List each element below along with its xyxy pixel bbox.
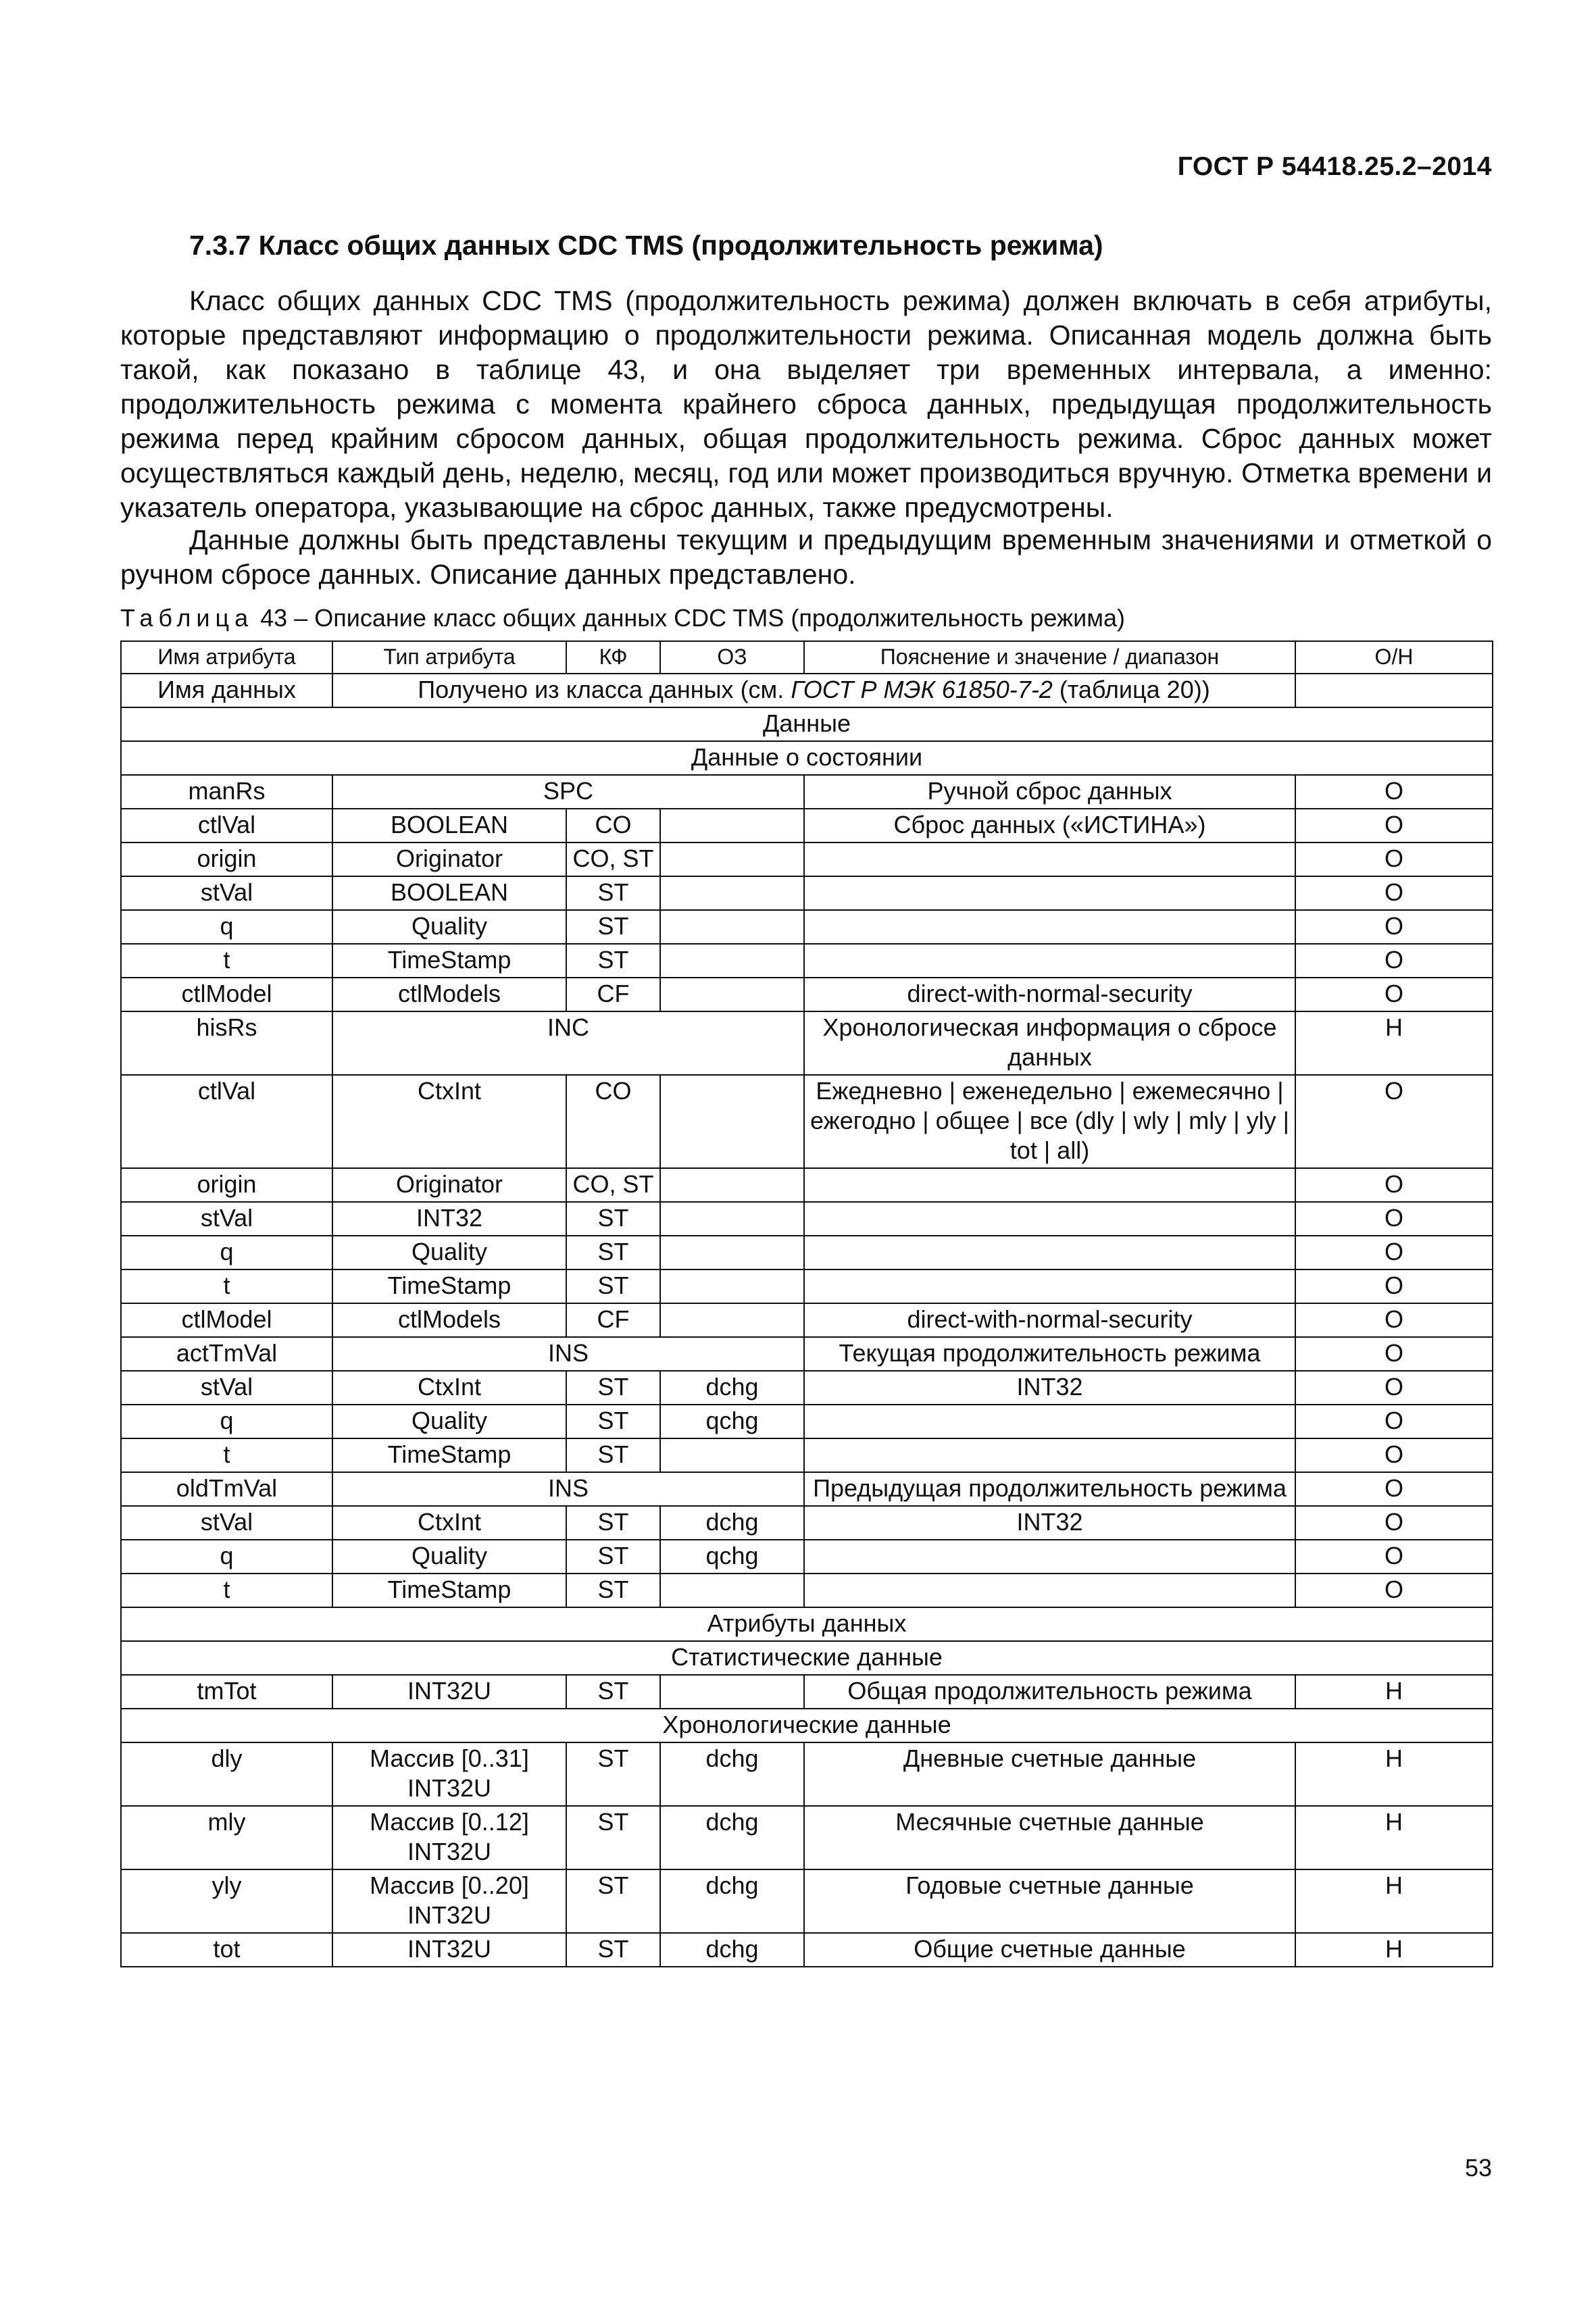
trigger-option-cell: dchg: [660, 1506, 804, 1540]
functional-constraint-cell: ST: [566, 1574, 660, 1607]
mandatory-optional-cell: Н: [1295, 1675, 1493, 1709]
functional-constraint-cell: CF: [566, 1303, 660, 1337]
attribute-name-cell: t: [121, 1438, 332, 1472]
description-cell: [804, 1168, 1295, 1202]
description-cell: Ежедневно | еженедельно | ежемесячно | ежегодно | общее | все (dly | wly | mly | yly | tot | all): [804, 1075, 1295, 1168]
trigger-option-cell: qchg: [660, 1540, 804, 1574]
functional-constraint-cell: ST: [566, 1506, 660, 1540]
attribute-name-cell: mly: [121, 1806, 332, 1869]
table-row: [121, 910, 1493, 944]
attribute-type-cell: INT32U: [332, 1675, 566, 1709]
group-row: [121, 1472, 1493, 1506]
table-row: [121, 809, 1493, 842]
table-row: [121, 1075, 1493, 1168]
common-data-class-cell: SPC: [332, 775, 804, 809]
attribute-name-cell: origin: [121, 842, 332, 876]
header-cell: О/Н: [1295, 641, 1493, 674]
description-cell: Ручной сброс данных: [804, 775, 1295, 809]
table-row: [121, 978, 1493, 1011]
description-cell: Дневные счетные данные: [804, 1742, 1295, 1806]
attribute-name-cell: tmTot: [121, 1675, 332, 1709]
paragraph-1: Класс общих данных CDC TMS (продолжительность режима) должен включать в себя атрибуты, которые представляют информацию о продолжительности режима. Описанная модель должна быть такой, как показано в таблице 43, и она выделяет три временных интервала, а именно: продолжительность режима с момента крайнего сброса данных, предыдущая продолжительность режима перед крайним сбросом данных, общая продолжительность режима. Сброс данных может осуществляться каждый день, неделю, месяц, год или может производиться вручную. Отметка времени и указатель оператора, указывающие на сброс данных, также предусмотрены.: [120, 285, 1492, 523]
trigger-option-cell: [660, 842, 804, 876]
attribute-name-cell: yly: [121, 1869, 332, 1933]
standard-reference: ГОСТ Р МЭК 61850-7-2: [791, 676, 1053, 703]
attributes-table: [120, 640, 1493, 1967]
attribute-name-cell: tot: [121, 1933, 332, 1967]
section-row: [121, 1607, 1493, 1641]
attribute-type-cell: Originator: [332, 1168, 566, 1202]
mandatory-optional-cell: О: [1295, 1506, 1493, 1540]
attribute-name-cell: origin: [121, 1168, 332, 1202]
attribute-name-cell: q: [121, 910, 332, 944]
attribute-type-cell: TimeStamp: [332, 1438, 566, 1472]
functional-constraint-cell: ST: [566, 910, 660, 944]
attribute-name-cell: t: [121, 1574, 332, 1607]
table-row: [121, 1236, 1493, 1269]
trigger-option-cell: [660, 910, 804, 944]
mandatory-optional-cell: О: [1295, 1303, 1493, 1337]
table-caption-label: Таблица: [120, 604, 254, 632]
table-row: [121, 944, 1493, 978]
attribute-type-cell: TimeStamp: [332, 1269, 566, 1303]
trigger-option-cell: dchg: [660, 1806, 804, 1869]
mandatory-optional-cell: Н: [1295, 1806, 1493, 1869]
table-row: [121, 842, 1493, 876]
attribute-type-cell: Quality: [332, 1236, 566, 1269]
functional-constraint-cell: ST: [566, 1933, 660, 1967]
trigger-option-cell: qchg: [660, 1405, 804, 1438]
description-cell: direct-with-normal-security: [804, 978, 1295, 1011]
table-row: [121, 1806, 1493, 1869]
attribute-name-cell: oldTmVal: [121, 1472, 332, 1506]
table-row: [121, 1303, 1493, 1337]
table-row: [121, 1438, 1493, 1472]
description-cell: [804, 1202, 1295, 1236]
attribute-name-cell: manRs: [121, 775, 332, 809]
description-cell: [804, 876, 1295, 910]
mandatory-optional-cell: Н: [1295, 1011, 1493, 1075]
mandatory-optional-cell: О: [1295, 1540, 1493, 1574]
description-cell: [804, 944, 1295, 978]
attribute-type-cell: Quality: [332, 1405, 566, 1438]
table-caption-text: 43 – Описание класс общих данных CDC TMS (продолжительность режима): [253, 604, 1126, 632]
table-header-row: [121, 641, 1493, 674]
trigger-option-cell: [660, 1269, 804, 1303]
trigger-option-cell: [660, 876, 804, 910]
description-cell: [804, 1269, 1295, 1303]
section-title-cell: Атрибуты данных: [121, 1607, 1493, 1641]
data-name-label: Имя данных: [121, 674, 332, 707]
mandatory-optional-cell: О: [1295, 944, 1493, 978]
mandatory-optional-cell: О: [1295, 1202, 1493, 1236]
document-id: ГОСТ Р 54418.25.2–2014: [1177, 152, 1492, 181]
trigger-option-cell: [660, 978, 804, 1011]
trigger-option-cell: [660, 1574, 804, 1607]
description-cell: [804, 842, 1295, 876]
mandatory-optional-cell: О: [1295, 842, 1493, 876]
source-text-after: (таблица 20)): [1052, 676, 1210, 703]
trigger-option-cell: dchg: [660, 1742, 804, 1806]
attribute-name-cell: q: [121, 1540, 332, 1574]
functional-constraint-cell: CF: [566, 978, 660, 1011]
description-cell: [804, 1574, 1295, 1607]
functional-constraint-cell: ST: [566, 1540, 660, 1574]
trigger-option-cell: dchg: [660, 1371, 804, 1405]
table-caption: [120, 604, 1125, 632]
mandatory-optional-cell: О: [1295, 809, 1493, 842]
trigger-option-cell: dchg: [660, 1869, 804, 1933]
table-row: [121, 1675, 1493, 1709]
mandatory-optional-cell: О: [1295, 1438, 1493, 1472]
description-cell: direct-with-normal-security: [804, 1303, 1295, 1337]
mandatory-optional-cell: О: [1295, 1075, 1493, 1168]
functional-constraint-cell: ST: [566, 1438, 660, 1472]
common-data-class-cell: INS: [332, 1337, 804, 1371]
table-row: [121, 1574, 1493, 1607]
attribute-type-cell: Массив [0..12] INT32U: [332, 1806, 566, 1869]
section-row: [121, 1709, 1493, 1742]
trigger-option-cell: [660, 1438, 804, 1472]
description-cell: INT32: [804, 1371, 1295, 1405]
attribute-name-cell: stVal: [121, 876, 332, 910]
functional-constraint-cell: ST: [566, 944, 660, 978]
attribute-name-cell: q: [121, 1236, 332, 1269]
attribute-type-cell: Quality: [332, 1540, 566, 1574]
table-row: [121, 1405, 1493, 1438]
attribute-name-cell: ctlVal: [121, 1075, 332, 1168]
header-cell: ОЗ: [660, 641, 804, 674]
description-cell: Месячные счетные данные: [804, 1806, 1295, 1869]
mandatory-optional-cell: О: [1295, 1269, 1493, 1303]
table-row: [121, 1933, 1493, 1967]
mandatory-optional-cell: Н: [1295, 1869, 1493, 1933]
description-cell: Сброс данных («ИСТИНА»): [804, 809, 1295, 842]
trigger-option-cell: [660, 1075, 804, 1168]
table-row: [121, 1371, 1493, 1405]
attribute-name-cell: stVal: [121, 1202, 332, 1236]
common-data-class-cell: INC: [332, 1011, 804, 1075]
description-cell: Годовые счетные данные: [804, 1869, 1295, 1933]
description-cell: [804, 1236, 1295, 1269]
functional-constraint-cell: ST: [566, 1371, 660, 1405]
description-cell: [804, 1405, 1295, 1438]
section-row: [121, 741, 1493, 775]
description-cell: Хронологическая информация о сбросе данных: [804, 1011, 1295, 1075]
attribute-type-cell: TimeStamp: [332, 944, 566, 978]
attribute-name-cell: stVal: [121, 1506, 332, 1540]
table-row: [121, 1742, 1493, 1806]
attribute-type-cell: INT32: [332, 1202, 566, 1236]
description-cell: [804, 1438, 1295, 1472]
functional-constraint-cell: CO: [566, 1075, 660, 1168]
mandatory-optional-cell: Н: [1295, 1933, 1493, 1967]
trigger-option-cell: [660, 1202, 804, 1236]
section-title-cell: Статистические данные: [121, 1641, 1493, 1675]
attribute-type-cell: CtxInt: [332, 1075, 566, 1168]
section-title-cell: Данные о состоянии: [121, 741, 1493, 775]
attribute-type-cell: Originator: [332, 842, 566, 876]
attribute-type-cell: BOOLEAN: [332, 876, 566, 910]
table-row: [121, 1269, 1493, 1303]
functional-constraint-cell: ST: [566, 1806, 660, 1869]
attribute-name-cell: t: [121, 1269, 332, 1303]
mandatory-optional-cell: О: [1295, 1337, 1493, 1371]
section-row: [121, 707, 1493, 741]
trigger-option-cell: dchg: [660, 1933, 804, 1967]
trigger-option-cell: [660, 944, 804, 978]
description-cell: [804, 1540, 1295, 1574]
attribute-name-cell: actTmVal: [121, 1337, 332, 1371]
header-cell: Пояснение и значение / диапазон: [804, 641, 1295, 674]
table-row: [121, 1540, 1493, 1574]
page-number: 53: [1464, 2154, 1492, 2182]
description-cell: [804, 910, 1295, 944]
table-row: [121, 1506, 1493, 1540]
attribute-type-cell: Массив [0..20] INT32U: [332, 1869, 566, 1933]
attribute-name-cell: ctlVal: [121, 809, 332, 842]
attribute-name-cell: t: [121, 944, 332, 978]
attribute-type-cell: CtxInt: [332, 1506, 566, 1540]
table-row: [121, 1869, 1493, 1933]
attribute-type-cell: ctlModels: [332, 978, 566, 1011]
mandatory-optional-cell: О: [1295, 1574, 1493, 1607]
functional-constraint-cell: ST: [566, 1869, 660, 1933]
header-cell: КФ: [566, 641, 660, 674]
attribute-type-cell: CtxInt: [332, 1371, 566, 1405]
group-row: [121, 775, 1493, 809]
section-title-cell: Данные: [121, 707, 1493, 741]
trigger-option-cell: [660, 1303, 804, 1337]
attribute-name-cell: stVal: [121, 1371, 332, 1405]
section-title-cell: Хронологические данные: [121, 1709, 1493, 1742]
mandatory-optional-cell: О: [1295, 1405, 1493, 1438]
attribute-name-cell: ctlModel: [121, 1303, 332, 1337]
data-name-source: [332, 674, 1295, 707]
attribute-name-cell: q: [121, 1405, 332, 1438]
source-text-before: Получено из класса данных (см.: [418, 676, 791, 703]
trigger-option-cell: [660, 1236, 804, 1269]
trigger-option-cell: [660, 1675, 804, 1709]
attribute-type-cell: Quality: [332, 910, 566, 944]
data-name-row: [121, 674, 1493, 707]
functional-constraint-cell: ST: [566, 1742, 660, 1806]
attribute-name-cell: dly: [121, 1742, 332, 1806]
group-row: [121, 1011, 1493, 1075]
section-row: [121, 1641, 1493, 1675]
mandatory-optional-cell: О: [1295, 1236, 1493, 1269]
mandatory-optional-cell: О: [1295, 1371, 1493, 1405]
mandatory-optional-cell: Н: [1295, 1742, 1493, 1806]
functional-constraint-cell: ST: [566, 1202, 660, 1236]
description-cell: Общая продолжительность режима: [804, 1675, 1295, 1709]
attribute-type-cell: ctlModels: [332, 1303, 566, 1337]
header-cell: Имя атрибута: [121, 641, 332, 674]
attribute-type-cell: BOOLEAN: [332, 809, 566, 842]
trigger-option-cell: [660, 1168, 804, 1202]
description-cell: Общие счетные данные: [804, 1933, 1295, 1967]
functional-constraint-cell: CO, ST: [566, 842, 660, 876]
functional-constraint-cell: ST: [566, 876, 660, 910]
functional-constraint-cell: CO, ST: [566, 1168, 660, 1202]
mandatory-optional-cell: О: [1295, 1472, 1493, 1506]
table-row: [121, 876, 1493, 910]
description-cell: Предыдущая продолжительность режима: [804, 1472, 1295, 1506]
table-row: [121, 1202, 1493, 1236]
attribute-type-cell: Массив [0..31] INT32U: [332, 1742, 566, 1806]
functional-constraint-cell: ST: [566, 1675, 660, 1709]
description-cell: INT32: [804, 1506, 1295, 1540]
mandatory-optional-cell: О: [1295, 876, 1493, 910]
functional-constraint-cell: ST: [566, 1405, 660, 1438]
attribute-name-cell: ctlModel: [121, 978, 332, 1011]
attribute-type-cell: INT32U: [332, 1933, 566, 1967]
group-row: [121, 1337, 1493, 1371]
attribute-type-cell: TimeStamp: [332, 1574, 566, 1607]
functional-constraint-cell: CO: [566, 809, 660, 842]
mandatory-optional-cell: О: [1295, 910, 1493, 944]
paragraph-2: Данные должны быть представлены текущим и предыдущим временным значениями и отметкой о ручном сбросе данных. Описание данных представлено.: [120, 524, 1492, 590]
data-name-on: [1295, 674, 1493, 707]
mandatory-optional-cell: О: [1295, 978, 1493, 1011]
section-heading: 7.3.7 Класс общих данных CDC TMS (продолжительность режима): [189, 230, 1103, 261]
header-cell: Тип атрибута: [332, 641, 566, 674]
table-row: [121, 1168, 1493, 1202]
description-cell: Текущая продолжительность режима: [804, 1337, 1295, 1371]
functional-constraint-cell: ST: [566, 1236, 660, 1269]
functional-constraint-cell: ST: [566, 1269, 660, 1303]
mandatory-optional-cell: О: [1295, 775, 1493, 809]
attribute-name-cell: hisRs: [121, 1011, 332, 1075]
trigger-option-cell: [660, 809, 804, 842]
common-data-class-cell: INS: [332, 1472, 804, 1506]
mandatory-optional-cell: О: [1295, 1168, 1493, 1202]
